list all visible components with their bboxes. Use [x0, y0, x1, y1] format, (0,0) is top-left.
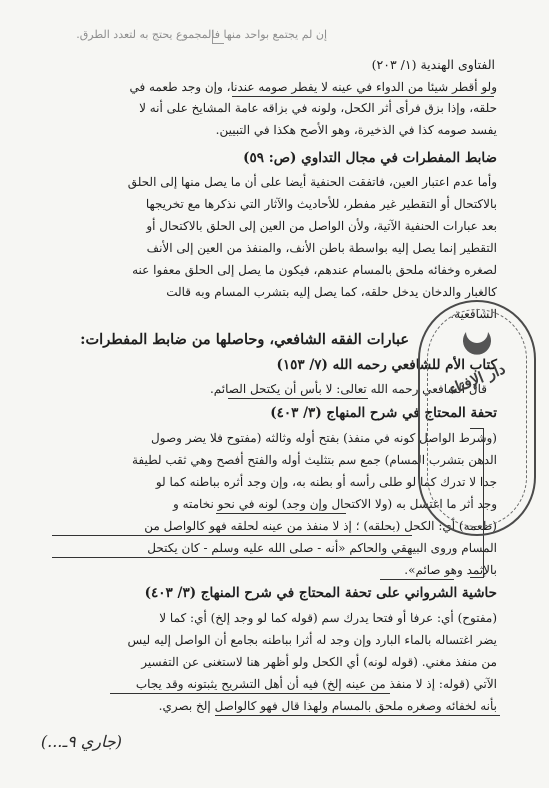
section1-line-5: لصغره وخفائه ملحق بالمسام عندهم، فيكون ما يصل إلى الحلق معفوا عنه — [132, 263, 497, 277]
shirwani-line-2: يضر اغتساله بالماء البارد وإن وجد له أثرا بباطنه بجامع أن الواصل إليه ليس — [127, 633, 497, 647]
hindiyya-line-3: يفسد صومه كذا في الذخيرة، وهو الأصح هكذا في التبيين. — [215, 123, 497, 137]
underline — [216, 513, 346, 514]
section2-heading: عبارات الفقه الشافعي، وحاصلها من ضابط المفطرات: — [80, 331, 409, 348]
top-note-bracket — [212, 30, 224, 44]
underline — [110, 693, 390, 694]
tuhfa-line-4: وجد أثر ما اغتسل به (ولا الاكتحال وإن وجد) لونه في نحو نخامته و — [172, 497, 497, 511]
shirwani-line-1: (مفتوح) أي: عرفا أو فتحا يدرك سم (قوله كما لو وجد إلخ) أي: كما لا — [159, 611, 497, 625]
umm-line: قال الشافعي رحمه الله تعالى: لا بأس أن يكتحل الصائم. — [209, 382, 487, 396]
hindiyya-line-2: حلقه، وإذا بزق فرأى أثر الكحل، ولونه في بزاقه عامة المشايخ على أنه لا — [139, 101, 497, 115]
handwritten-note-text: (جاري ٩ـ...) — [40, 732, 122, 751]
shirwani-line-5: بأنه لخفائه وصغره ملحق بالمسام ولهذا قال فهو كالواصل إلخ بصري. — [158, 699, 497, 713]
shirwani-line-3: من منفذ مغني. (قوله لونه) أي الكحل ولو أظهر هنا لاستغنى عن التفسير — [141, 655, 497, 669]
handwritten-note — [16, 730, 122, 760]
crescent-icon — [458, 324, 496, 362]
tuhfa-line-3: جدا لا تدرك كما لو طلى رأسه أو بطنه به، وإن وجد أثره بباطنه كما لو — [155, 475, 497, 489]
underline — [232, 96, 494, 97]
tuhfa-line-5: (طعمه) أي: الكحل (بحلقه) ؛ إذ لا منفذ من عينه لحلقه فهو كالواصل من — [144, 519, 497, 533]
top-note: إن لم يجتمع بواحد منها فالمجموع يحتج به لتعدد الطرق. — [76, 28, 327, 41]
section1-line-7: الشافعية. — [450, 307, 497, 321]
section1-line-6: كالغبار والدخان يدخل حلقه، كما يصل إليه بتشرب المسام وبه قالت — [166, 285, 497, 299]
section1-heading: ضابط المفطرات في مجال التداوي (ص: ٥٩) — [243, 150, 497, 166]
underline — [380, 579, 454, 580]
underline — [52, 557, 412, 558]
hindiyya-line-1: ولو أقطر شيئا من الدواء في عينه لا يفطر صومه عندنا، وإن وجد طعمه في — [129, 80, 497, 94]
section1-line-2: بالاكتحال أو التقطير غير مفطر، للأحاديث والآثار التي نذكرها مع تخريجها — [145, 197, 497, 211]
umm-heading: كتاب الأم للشافعي رحمه الله (٧/ ١٥٣) — [276, 357, 497, 373]
tuhfa-heading: تحفة المحتاج في شرح المنهاج (٣/ ٤٠٣) — [270, 405, 497, 421]
shirwani-heading: حاشية الشرواني على تحفة المحتاج في شرح المنهاج (٣/ ٤٠٣) — [144, 585, 497, 601]
tuhfa-line-2: الدهن بتشرب المسام) جمع سم بتثليث أوله والفتح أفصح وهي ثقب لطيفة — [131, 453, 497, 467]
section1-line-3: بعد عبارات الحنفية الآتية، ولأن الواصل من العين إلى الحلق بالاكتحال أو — [146, 219, 497, 233]
section1-line-1: وأما عدم اعتبار العين، فاتفقت الحنفية أيضا على أن ما يصل منها إلى الحلق — [127, 175, 497, 189]
underline — [215, 715, 500, 716]
section1-line-4: التقطير إنما يصل إليه بواسطة باطن الأنف، والمنفذ من العين إلى الأنف — [146, 241, 497, 255]
stamp-text: دار الإفتاء — [446, 359, 508, 399]
tuhfa-line-1: (وشرط الواصل كونه في منفذ) بفتح أوله وثالثه (مفتوح فلا يضر وصول — [151, 431, 497, 445]
underline — [52, 535, 412, 536]
underline — [228, 398, 368, 399]
tuhfa-line-7: بالإثمد وهو صائم». — [404, 563, 497, 577]
shirwani-line-4: الآتي (قوله: إذ لا منفذ من عينه إلخ) فيه أن أهل التشريح يثبتونه وقد يجاب — [135, 677, 497, 691]
official-stamp — [418, 300, 536, 536]
source-hindiyya: الفتاوى الهندية (١/ ٢٠٣) — [371, 57, 495, 72]
tuhfa-line-6: المسام وروى البيهقي والحاكم «أنه - صلى الله عليه وسلم - كان يكتحل — [147, 541, 497, 555]
